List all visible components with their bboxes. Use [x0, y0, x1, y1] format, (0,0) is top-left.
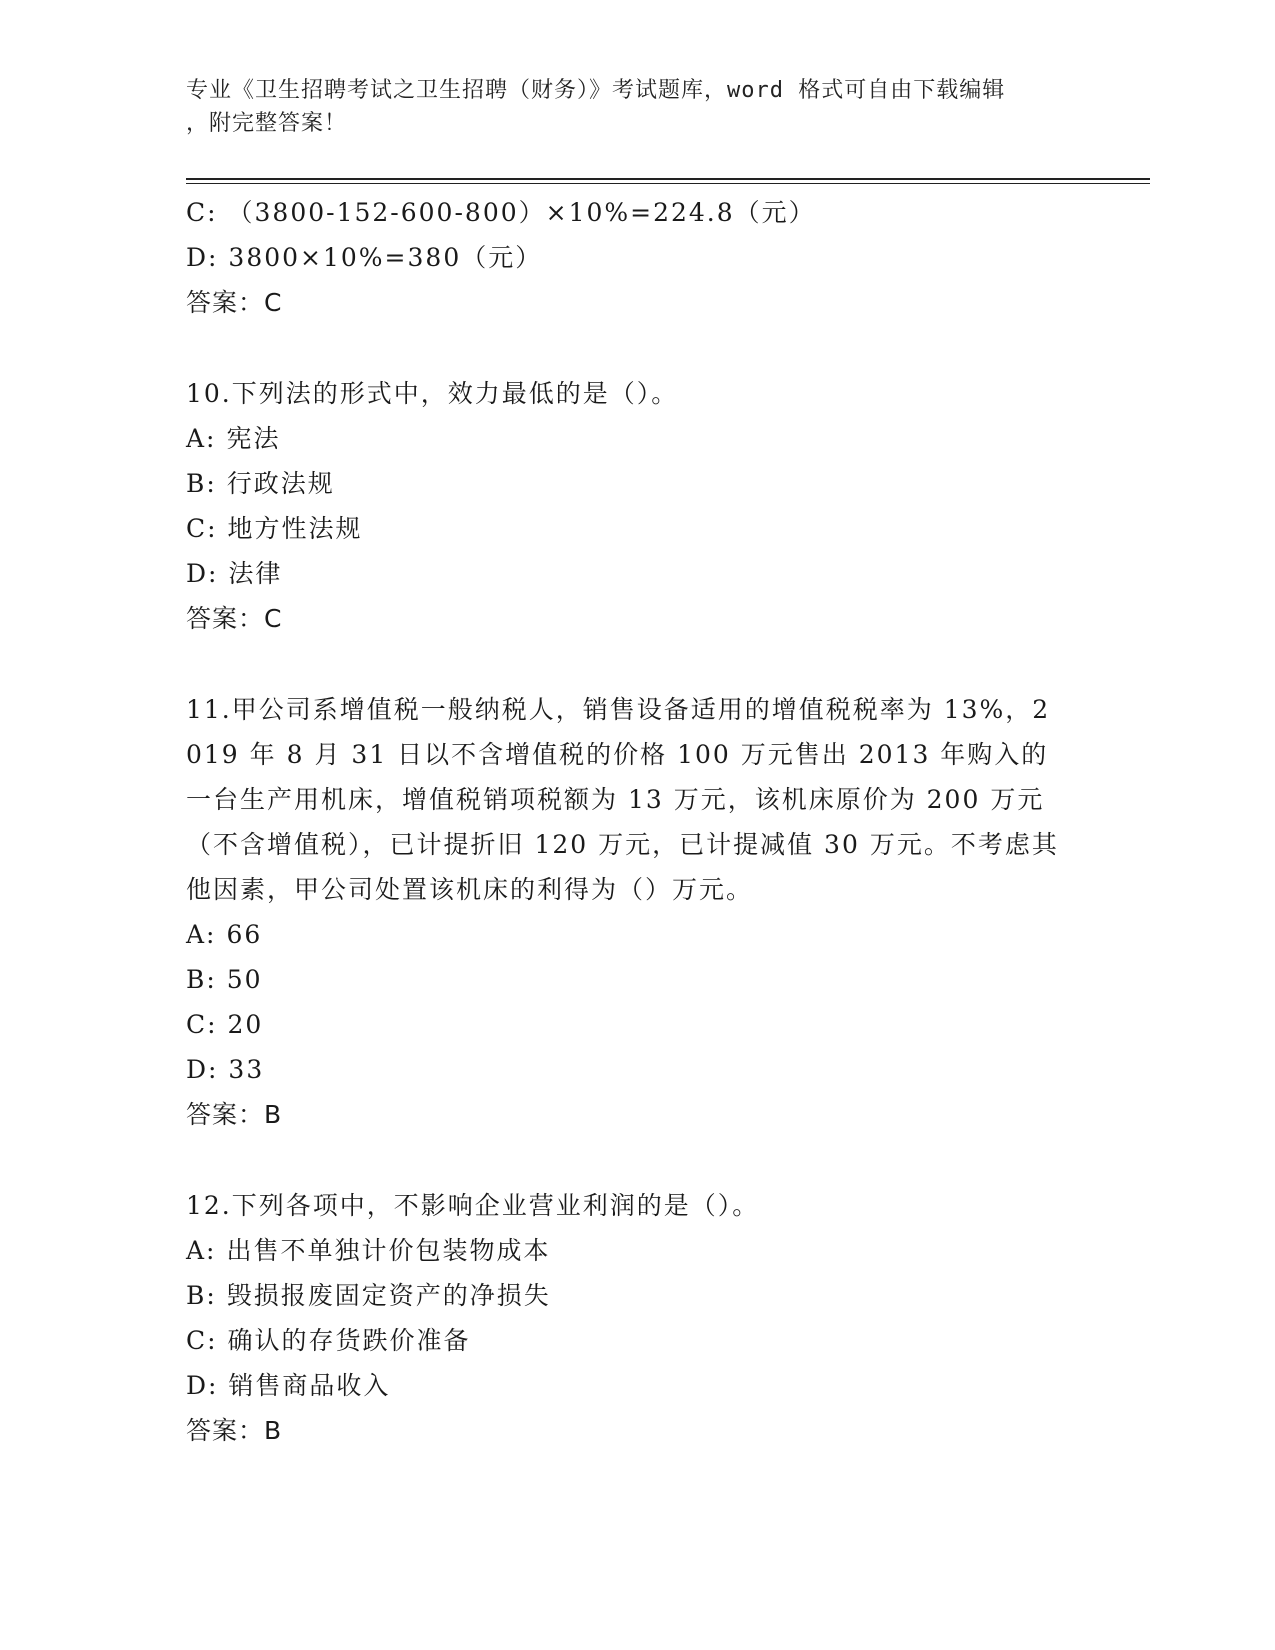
- option-a: [186, 912, 1086, 957]
- header-line-2: ，附完整答案！: [186, 111, 348, 136]
- option-b: [186, 957, 1086, 1002]
- option-label: C:: [186, 1326, 218, 1355]
- option-label: D:: [186, 1371, 219, 1400]
- option-text: 销售商品收入: [228, 1371, 391, 1400]
- option-label: A:: [186, 920, 217, 949]
- option-label: A:: [186, 424, 217, 453]
- option-text: 出售不单独计价包装物成本: [226, 1236, 551, 1265]
- option-text: 20: [227, 1010, 264, 1039]
- option-d: [186, 1363, 1086, 1408]
- option-label: D:: [186, 559, 219, 588]
- option-label: D:: [186, 243, 219, 272]
- option-label: A:: [186, 1236, 217, 1265]
- option-a: [186, 1228, 1086, 1273]
- option-label: B:: [186, 965, 217, 994]
- option-text: 确认的存货跌价准备: [227, 1326, 471, 1355]
- question-stem: 12.下列各项中，不影响企业营业利润的是（）。: [186, 1191, 760, 1220]
- option-c: [186, 506, 1086, 551]
- question-10: [186, 371, 1086, 641]
- question-stem: 11.甲公司系增值税一般纳税人，销售设备适用的增值税税率为 13%，2019 年 8 月 31 日以不含增值税的价格 100 万元售出 2013 年购入的一台生产用机床，增值税销项税额为 13 万元，该机床原价为 200 万元（不含增值税），已计提折旧 120 万元，已计提减值 30 万元。不考虑其他因素，甲公司处置该机床的利得为（）万元。: [186, 695, 1059, 904]
- option-text: 地方性法规: [227, 514, 363, 543]
- option-label: B:: [186, 469, 217, 498]
- option-d: [186, 551, 1086, 596]
- option-text: 50: [226, 965, 263, 994]
- option-label: C:: [186, 1010, 218, 1039]
- header-divider-thick: [186, 178, 1150, 180]
- question-12: [186, 1183, 1086, 1453]
- option-c: [186, 1318, 1086, 1363]
- header-divider-thin: [186, 183, 1150, 184]
- answer-line: 答案：C: [186, 604, 283, 633]
- option-b: [186, 1273, 1086, 1318]
- answer-line: 答案：C: [186, 288, 283, 317]
- answer-line: 答案：B: [186, 1100, 283, 1129]
- option-c: [186, 1002, 1086, 1047]
- option-b: [186, 461, 1086, 506]
- option-text: 3800×10%=380（元）: [228, 243, 543, 272]
- option-text: 66: [226, 920, 263, 949]
- question-11: [186, 687, 1086, 1137]
- question-content: [186, 190, 1086, 1453]
- option-text: （3800-152-600-800）×10%=224.8（元）: [227, 198, 816, 227]
- question-stem: 10.下列法的形式中，效力最低的是（）。: [186, 379, 679, 408]
- answer-line: 答案：B: [186, 1416, 283, 1445]
- option-d: [186, 235, 1086, 280]
- option-a: [186, 416, 1086, 461]
- option-text: 宪法: [226, 424, 281, 453]
- header-line-1: 专业《卫生招聘考试之卫生招聘（财务）》考试题库，word 格式可自由下载编辑: [186, 78, 1006, 103]
- option-text: 行政法规: [226, 469, 335, 498]
- option-d: [186, 1047, 1086, 1092]
- option-label: B:: [186, 1281, 217, 1310]
- option-label: C:: [186, 514, 218, 543]
- option-label: D:: [186, 1055, 219, 1084]
- previous-question-tail: [186, 190, 1086, 325]
- option-text: 毁损报废固定资产的净损失: [226, 1281, 551, 1310]
- document-header: [186, 74, 1066, 140]
- option-c: [186, 190, 1086, 235]
- option-text: 法律: [228, 559, 283, 588]
- option-text: 33: [228, 1055, 265, 1084]
- option-label: C:: [186, 198, 218, 227]
